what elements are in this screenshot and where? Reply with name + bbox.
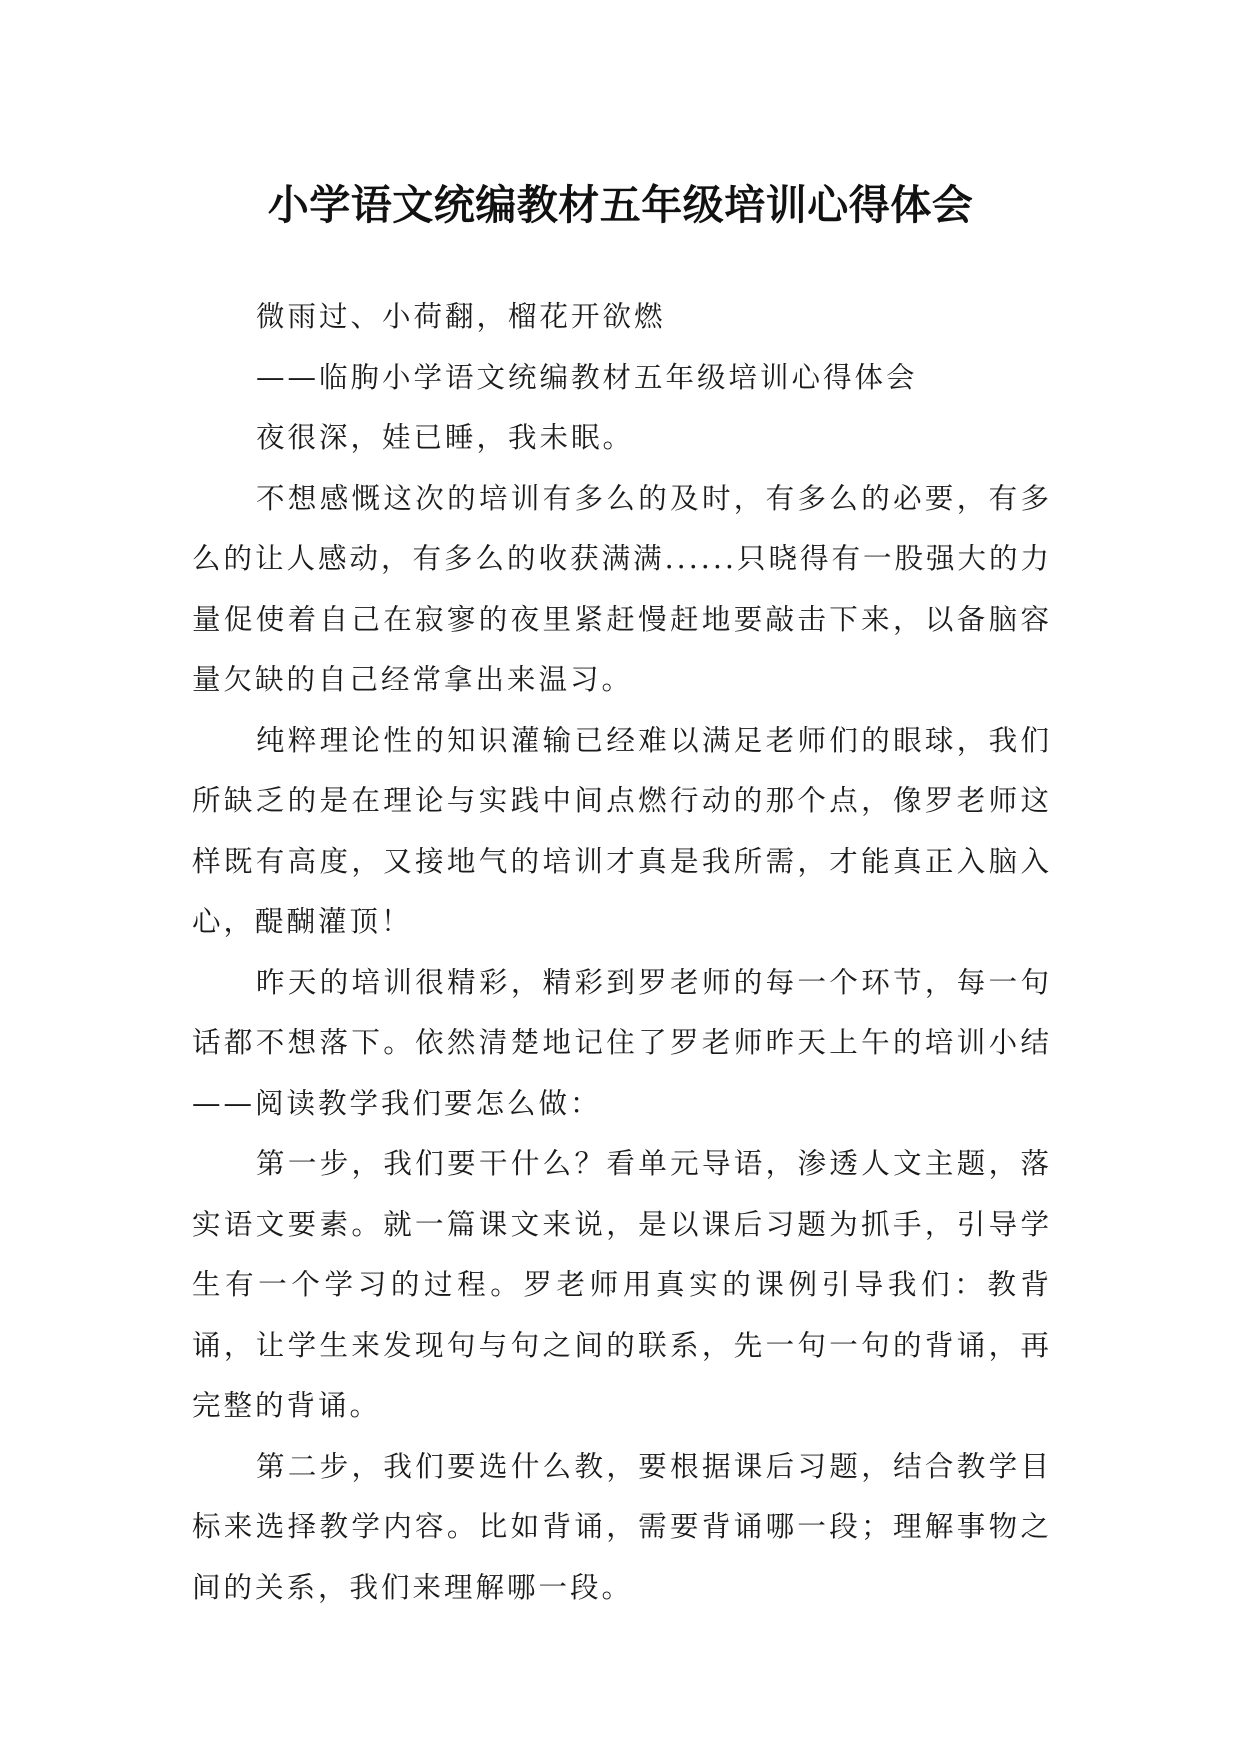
body-paragraph: 纯粹理论性的知识灌输已经难以满足老师们的眼球，我们所缺乏的是在理论与实践中间点燃行动的那个点，像罗老师这样既有高度，又接地气的培训才真是我所需，才能真正入脑入心，醍醐灌顶！ [192, 723, 1052, 938]
body-paragraph: 不想感慨这次的培训有多么的及时，有多么的必要，有多么的让人感动，有多么的收获满满......只晓得有一股强大的力量促使着自己在寂寥的夜里紧赶慢赶地要敲击下来，以备脑容量欠缺的自己经常拿出来温习。 [192, 481, 1052, 696]
body-paragraph: 第二步，我们要选什么教，要根据课后习题，结合教学目标来选择教学内容。比如背诵，需要背诵哪一段；理解事物之间的关系，我们来理解哪一段。 [192, 1449, 1052, 1604]
document-body [192, 287, 1052, 1618]
document-title: 小学语文统编教材五年级培训心得体会 [267, 181, 974, 230]
body-paragraph: 夜很深，娃已睡，我未眠。 [256, 421, 635, 454]
subtitle-line: 微雨过、小荷翻，榴花开欲燃 [256, 300, 666, 333]
subtitle-source-line: ——临朐小学语文统编教材五年级培训心得体会 [256, 360, 918, 394]
body-paragraph: 第一步，我们要干什么？看单元导语，渗透人文主题，落实语文要素。就一篇课文来说，是以课后习题为抓手，引导学生有一个学习的过程。罗老师用真实的课例引导我们：教背诵，让学生来发现句与句之间的联系，先一句一句的背诵，再完整的背诵。 [192, 1147, 1052, 1422]
body-paragraph: 昨天的培训很精彩，精彩到罗老师的每一个环节，每一句话都不想落下。依然清楚地记住了罗老师昨天上午的培训小结——阅读教学我们要怎么做： [192, 965, 1052, 1120]
